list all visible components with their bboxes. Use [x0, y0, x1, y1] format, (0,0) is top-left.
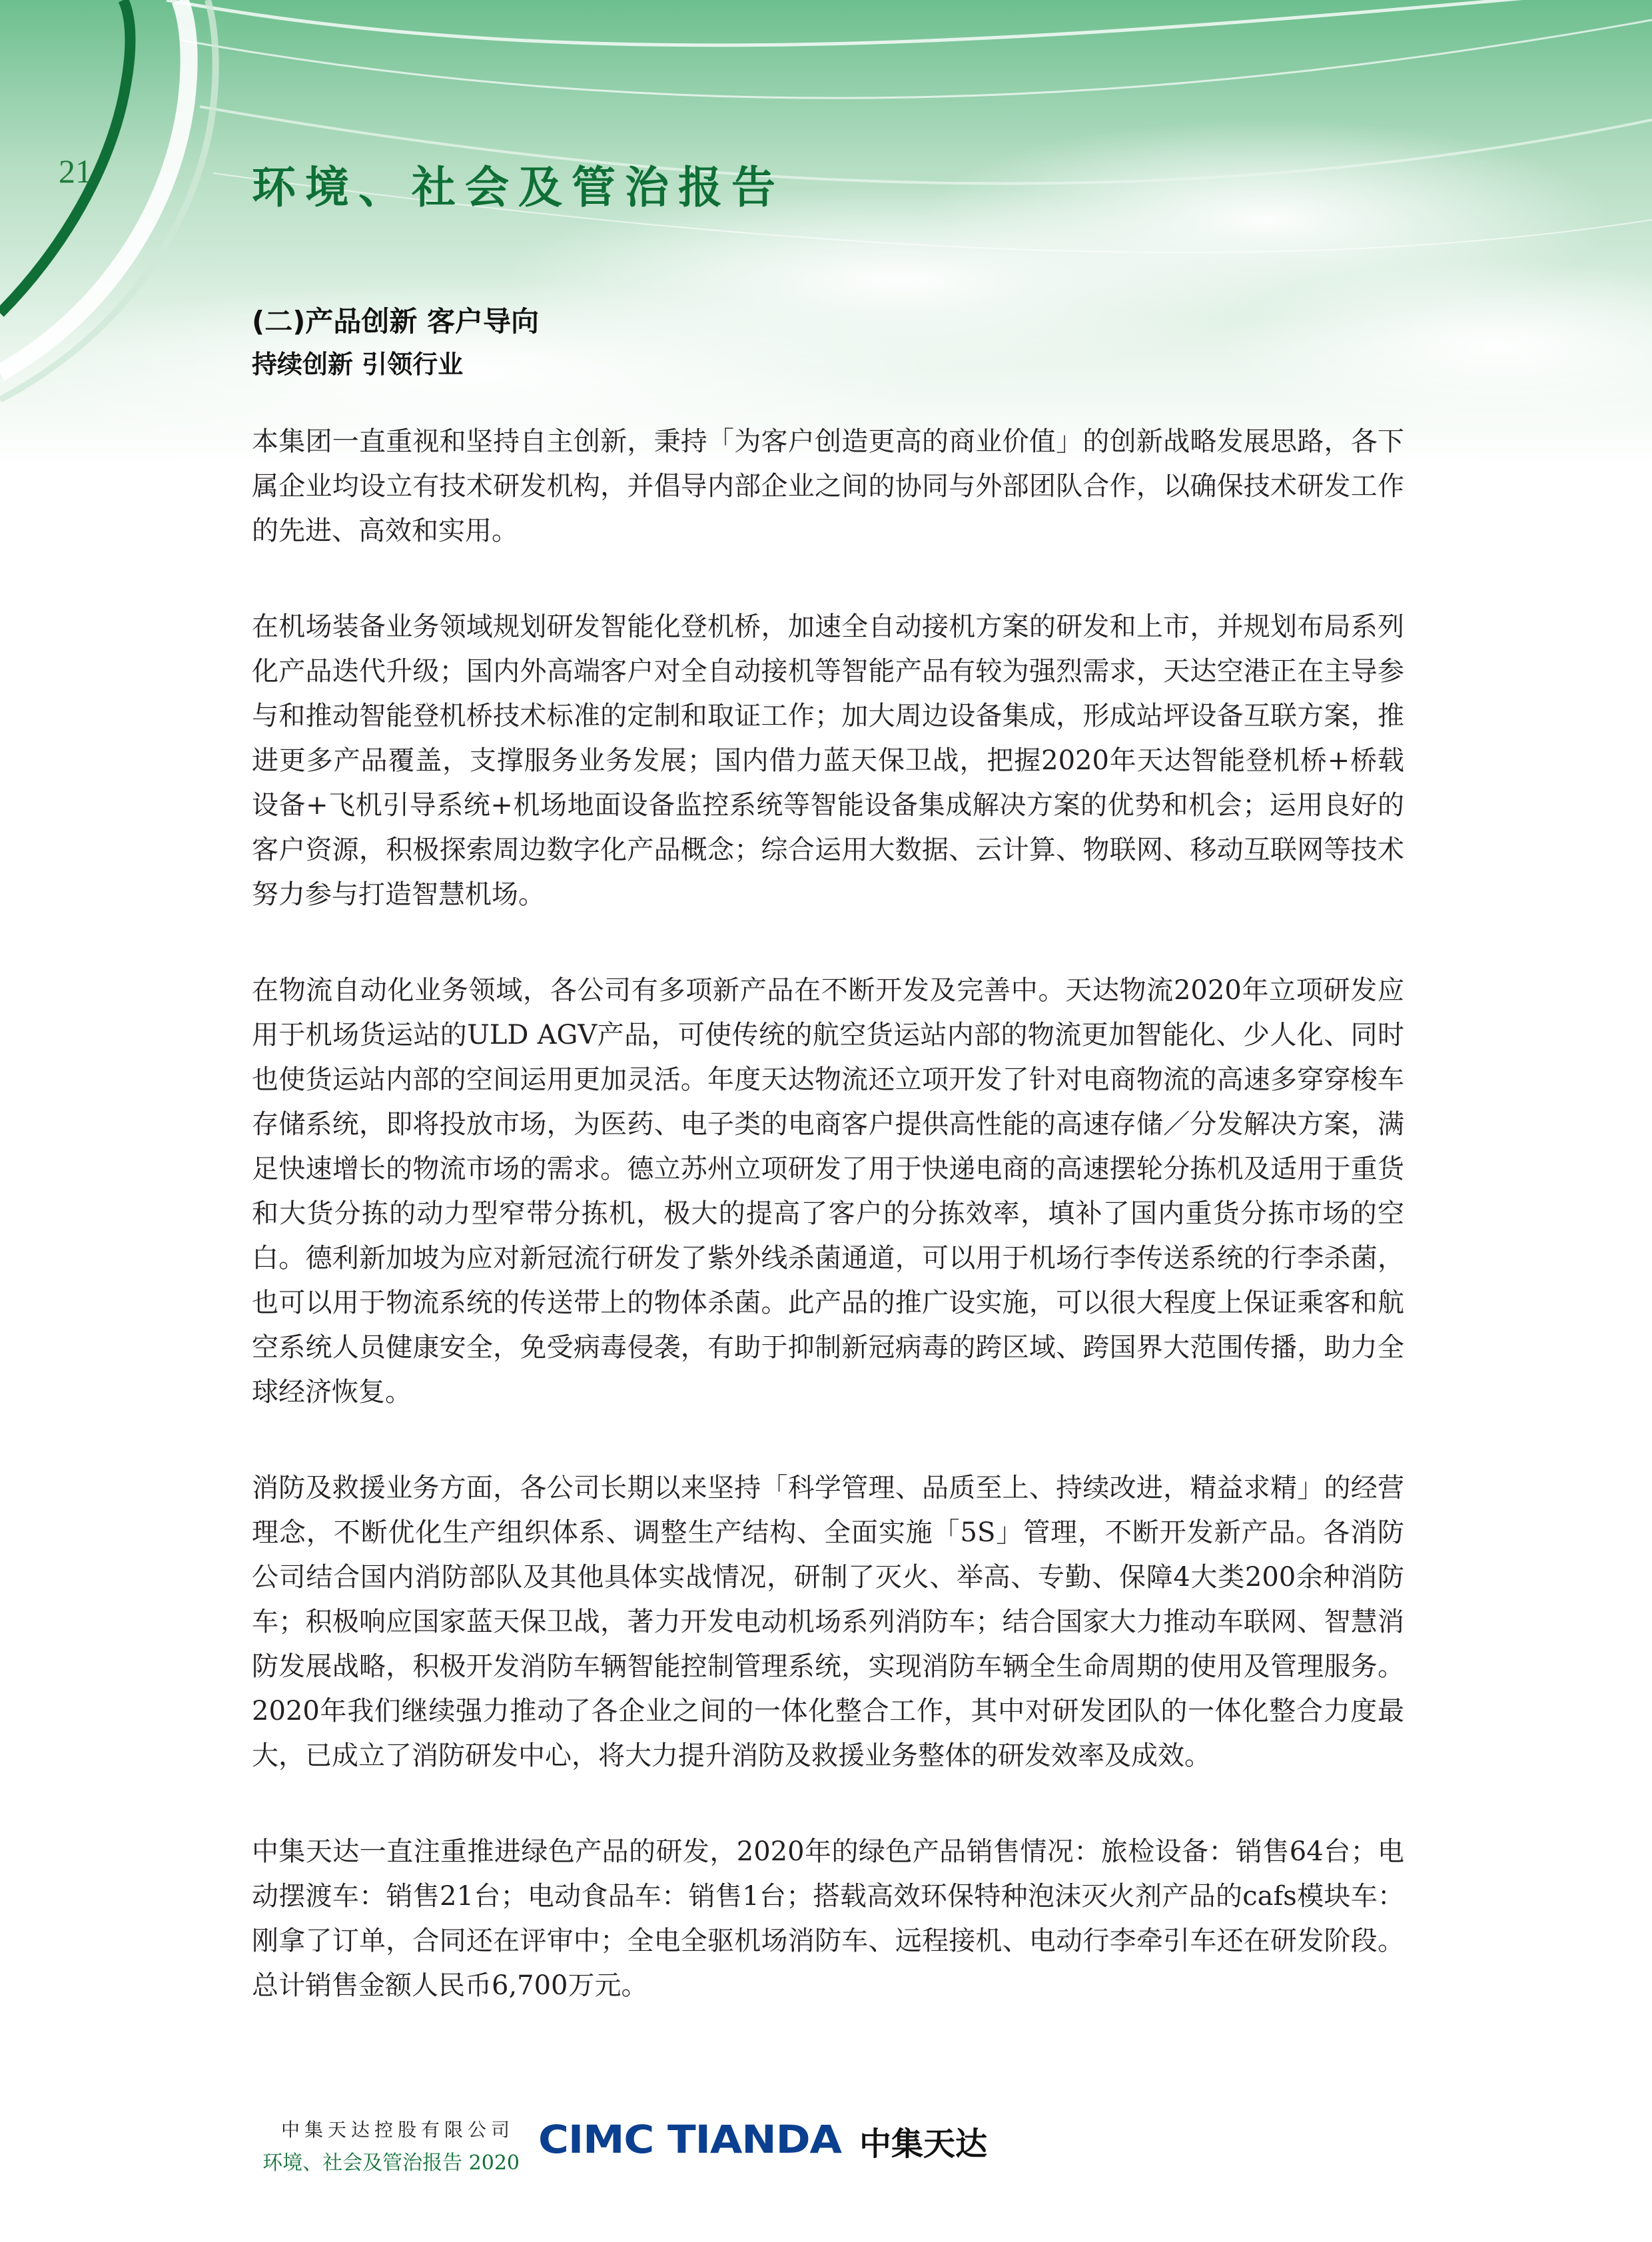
footer-report-name: 环境、社会及管治报告 2020: [262, 2151, 520, 2175]
section-heading: (二)产品创新 客户导向: [252, 305, 540, 338]
report-title: 环境、社会及管治报告: [252, 162, 785, 213]
paragraph-airport-equipment: 在机场装备业务领域规划研发智能化登机桥，加速全自动接机方案的研发和上市，并规划布局系列化产品迭代升级；国内外高端客户对全自动接机等智能产品有较为强烈需求，天达空港正在主导参与和推动智能登机桥技术标准的定制和取证工作；加大周边设备集成，形成站坪设备互联方案，推进更多产品覆盖，支撑服务业务发展；国内借力蓝天保卫战，把握2020年天达智能登机桥+桥载设备+飞机引导系统+机场地面设备监控系统等智能设备集成解决方案的优势和机会；运用良好的客户资源，积极探索周边数字化产品概念；综合运用大数据、云计算、物联网、移动互联网等技术努力参与打造智慧机场。: [252, 611, 1404, 910]
header-background-art: [0, 0, 1652, 466]
page-number: 21: [59, 153, 92, 190]
paragraph-fire-rescue: 消防及救援业务方面，各公司长期以来坚持「科学管理、品质至上、持续改进，精益求精」的经营理念，不断优化生产组织体系、调整生产结构、全面实施「5S」管理，不断开发新产品。各消防公司结合国内消防部队及其他具体实战情况，研制了灭火、举高、专勤、保障4大类200余种消防车；积极响应国家蓝天保卫战，著力开发电动机场系列消防车；结合国家大力推动车联网、智慧消防发展战略，积极开发消防车辆智能控制管理系统，实现消防车辆全生命周期的使用及管理服务。2020年我们继续强力推动了各企业之间的一体化整合工作，其中对研发团队的一体化整合力度最大，已成立了消防研发中心，将大力提升消防及救援业务整体的研发效率及成效。: [252, 1473, 1404, 1771]
paragraph-innovation-strategy: 本集团一直重视和坚持自主创新，秉持「为客户创造更高的商业价值」的创新战略发展思路，各下属企业均设立有技术研发机构，并倡导内部企业之间的协同与外部团队合作，以确保技术研发工作的先进、高效和实用。: [252, 426, 1404, 546]
section-subheading: 持续创新 引领行业: [252, 350, 464, 379]
footer-company-name: 中集天达控股有限公司: [280, 2119, 514, 2141]
body-text: [252, 420, 1404, 2059]
brand-chinese-name: 中集天达: [859, 2125, 988, 2163]
cimc-tianda-logo: CIMC TIANDA: [538, 2117, 841, 2162]
paragraph-green-products: 中集天达一直注重推进绿色产品的研发，2020年的绿色产品销售情况：旅检设备：销售64台；电动摆渡车：销售21台；电动食品车：销售1台；搭载高效环保特种泡沫灭火剂产品的cafs模块车：刚拿了订单，合同还在评审中；全电全驱机场消防车、远程接机、电动行李牵引车还在研发阶段。总计销售金额人民币6,700万元。: [252, 1836, 1404, 2001]
paragraph-logistics-automation: 在物流自动化业务领域，各公司有多项新产品在不断开发及完善中。天达物流2020年立项研发应用于机场货运站的ULD AGV产品，可使传统的航空货运站内部的物流更加智能化、少人化、同时也使货运站内部的空间运用更加灵活。年度天达物流还立项开发了针对电商物流的高速多穿穿梭车存储系统，即将投放市场，为医药、电子类的电商客户提供高性能的高速存储／分发解决方案，满足快速增长的物流市场的需求。德立苏州立项研发了用于快递电商的高速摆轮分拣机及适用于重货和大货分拣的动力型窄带分拣机，极大的提高了客户的分拣效率，填补了国内重货分拣市场的空白。德利新加坡为应对新冠流行研发了紫外线杀菌通道，可以用于机场行李传送系统的行李杀菌，也可以用于物流系统的传送带上的物体杀菌。此产品的推广设实施，可以很大程度上保证乘客和航空系统人员健康安全，免受病毒侵袭，有助于抑制新冠病毒的跨区域、跨国界大范围传播，助力全球经济恢复。: [252, 975, 1404, 1407]
